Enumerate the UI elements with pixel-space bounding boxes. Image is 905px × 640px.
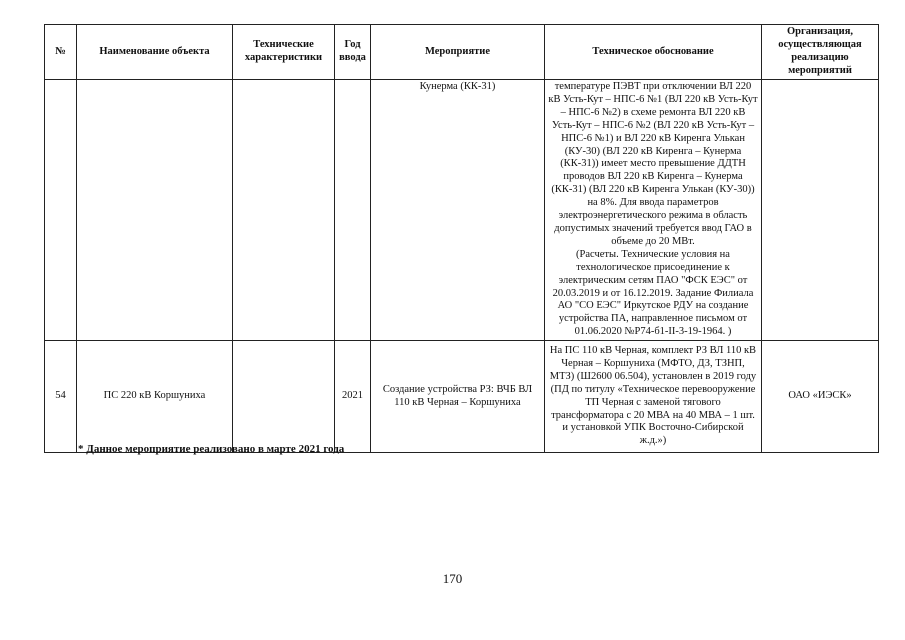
table-row — [45, 341, 879, 453]
justification — [545, 341, 762, 453]
commission-year: 2021 — [335, 341, 371, 453]
justification — [545, 80, 762, 341]
object-name: ПС 220 кВ Коршуниха — [77, 341, 233, 453]
technical-specs — [233, 341, 335, 453]
page-number: 170 — [442, 571, 463, 586]
header-justification: Техническое обоснование — [545, 25, 762, 80]
header-object-name: Наименование объекта — [77, 25, 233, 80]
organization — [762, 80, 879, 341]
table-header — [45, 25, 879, 80]
object-name — [77, 80, 233, 341]
header-organization: Организация, осуществляющая реализацию мероприятий — [762, 25, 879, 80]
technical-specs — [233, 80, 335, 341]
justification-text: температуре ПЭВТ при отключении ВЛ 220 кВ Усть-Кут – НПС-6 №1 (ВЛ 220 кВ Усть-Кут – НПС-6 №2) в схеме ремонта ВЛ 220 кВ Усть-Кут – НПС-6 №2 (ВЛ 220 кВ Усть-Кут – НПС-6 №1) и ВЛ 220 кВ Киренга Улькан (КУ-30) (ВЛ 220 кВ Киренга – Кунерма (КК-31)) имеет место превышение ДДТН проводов ВЛ 220 кВ Киренга – Кунерма (КК-31) (ВЛ 220 кВ Киренга Улькан (КУ-30)) на 8%. Для ввода параметров электроэнергетического режима в область допустимых значений требуется ввод ГАО в объеме до 20 МВт. — [548, 81, 758, 247]
measures-table — [44, 24, 879, 453]
table-row — [45, 80, 879, 341]
row-number — [45, 80, 77, 341]
justification-text: На ПС 110 кВ Черная, комплект РЗ ВЛ 110 кВ Черная – Коршуниха (МФТО, ДЗ, ТЗНП, МТЗ) (Ш2600 06.504), установлен в 2019 году — [549, 345, 757, 382]
commission-year — [335, 80, 371, 341]
measure: Кунерма (КК-31) — [371, 80, 545, 341]
header-measure: Мероприятие — [371, 25, 545, 80]
measure: Создание устройства РЗ: ВЧБ ВЛ 110 кВ Черная – Коршуниха — [371, 341, 545, 453]
justification-note: (ПД по титулу «Техническое перевооружение ТП Черная с заменой тягового трансформатора с 20 МВА на 40 МВА – 1 шт. и установкой УПК Восточно-Сибирской ж.д.») — [550, 383, 756, 447]
organization: ОАО «ИЭСК» — [762, 341, 879, 453]
footnote: * Данное мероприятие реализовано в марте 2021 года — [78, 443, 345, 455]
header-commission-year: Год ввода — [335, 25, 371, 80]
justification-note: (Расчеты. Технические условия на технологическое присоединение к электрическим сетям ПАО "ФСК ЕЭС" от 20.03.2019 и от 16.12.2019. Задание Филиала АО "СО ЕЭС" Иркутское РДУ на создание устройства ПА, направленное письмом от 01.06.2020 №Р74-б1-II-3-19-1964. ) — [552, 248, 754, 338]
header-technical-specs: Технические характеристики — [233, 25, 335, 80]
header-number: № — [45, 25, 77, 80]
row-number: 54 — [45, 341, 77, 453]
